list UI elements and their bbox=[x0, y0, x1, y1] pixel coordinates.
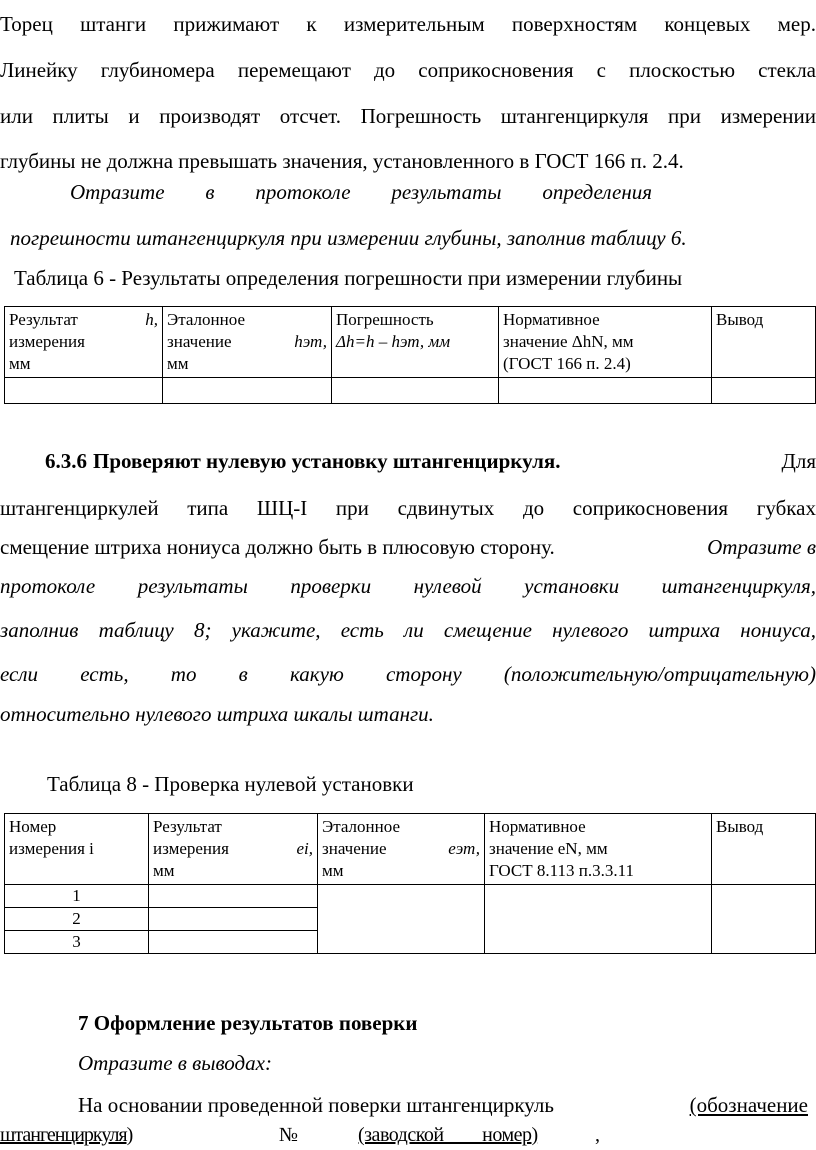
section-636-first-line bbox=[45, 447, 816, 475]
section-636-line-2: штангенциркулей типа ШЦ-I при сдвинутых до соприкосновения губках bbox=[0, 496, 816, 520]
table8-cell[interactable] bbox=[149, 885, 318, 908]
table8-cell[interactable] bbox=[149, 931, 318, 954]
table8-cell[interactable] bbox=[712, 885, 816, 954]
table8-cell[interactable] bbox=[318, 885, 485, 954]
table6-cell[interactable] bbox=[712, 378, 816, 404]
section-636-number: 6.3.6 bbox=[45, 449, 87, 473]
intro-line-3: или плиты и производят отсчет. Погрешность штангенциркуля при измерении bbox=[0, 104, 816, 128]
table8-header-result: Результат измерения ei, мм bbox=[149, 814, 318, 885]
table8-row-number: 3 bbox=[5, 931, 149, 954]
table8-header-norm: Нормативное значение eN, мм ГОСТ 8.113 п.3.3.11 bbox=[485, 814, 712, 885]
intro-line-4: глубины не должна превышать значения, установленного в ГОСТ 166 п. 2.4. bbox=[0, 149, 684, 173]
instruction-line-2: погрешности штангенциркуля при измерении глубины, заполнив таблицу 6. bbox=[10, 226, 687, 250]
serial-number-field[interactable]: (заводской номер) bbox=[358, 1124, 538, 1146]
section-7-instruction: Отразите в выводах: bbox=[78, 1051, 272, 1075]
section-7-heading: 7 Оформление результатов поверки bbox=[78, 1011, 418, 1035]
table6-header-norm: Нормативное значение ΔhN, мм (ГОСТ 166 п. 2.4) bbox=[499, 307, 712, 378]
table8-caption: Таблица 8 - Проверка нулевой установки bbox=[47, 772, 414, 796]
table8-cell[interactable] bbox=[485, 885, 712, 954]
table8-row-number: 1 bbox=[5, 885, 149, 908]
intro-line-2: Линейку глубиномера перемещают до соприкосновения с плоскостью стекла bbox=[0, 58, 816, 82]
intro-line-1: Торец штанги прижимают к измерительным поверхностям концевых мер. bbox=[0, 12, 816, 36]
table6-header-reference: Эталонное значение hэт, мм bbox=[163, 307, 332, 378]
section-636-italic-line-1: протоколе результаты проверки нулевой установки штангенциркуля, bbox=[0, 574, 816, 598]
table8 bbox=[4, 813, 816, 954]
section-636-italic-line-4: относительно нулевого штриха шкалы штанги. bbox=[0, 702, 434, 726]
designation-field-end[interactable]: штангенциркуля) bbox=[0, 1124, 133, 1146]
section-7-line-2: штангенциркуля) № (заводской номер) , bbox=[0, 1121, 600, 1149]
table6-cell[interactable] bbox=[163, 378, 332, 404]
table6-cell[interactable] bbox=[332, 378, 499, 404]
section-636-line-3: смещение штриха нониуса должно быть в плюсовую сторону. Отразите в bbox=[0, 535, 816, 559]
table6-header-result: Результат h, измерения мм bbox=[5, 307, 163, 378]
section-636-italic-line-2: заполнив таблицу 8; укажите, есть ли смещение нулевого штриха нониуса, bbox=[0, 618, 816, 642]
table8-row-number: 2 bbox=[5, 908, 149, 931]
table6-caption: Таблица 6 - Результаты определения погрешности при измерении глубины bbox=[14, 266, 683, 290]
table6 bbox=[4, 306, 816, 404]
designation-field[interactable]: (обозначение bbox=[689, 1093, 808, 1117]
section-636-line-start: Для bbox=[781, 449, 816, 473]
instruction-line-1: Отразите в протоколе результаты определения bbox=[70, 180, 652, 204]
table8-header-reference: Эталонное значение eэт, мм bbox=[318, 814, 485, 885]
table6-header-error: Погрешность Δh=h – hэт, мм bbox=[332, 307, 499, 378]
section-636-italic-line-3: если есть, то в какую сторону (положительную/отрицательную) bbox=[0, 662, 816, 686]
section-636-heading: Проверяют нулевую установку штангенциркуля. bbox=[93, 449, 561, 473]
table6-cell[interactable] bbox=[5, 378, 163, 404]
section-7-line-1: На основании проведенной поверки штангенциркуль (обозначение bbox=[78, 1093, 808, 1117]
table6-cell[interactable] bbox=[499, 378, 712, 404]
table8-header-number: Номер измерения i bbox=[5, 814, 149, 885]
table8-cell[interactable] bbox=[149, 908, 318, 931]
table8-header-conclusion: Вывод bbox=[712, 814, 816, 885]
table6-header-conclusion: Вывод bbox=[712, 307, 816, 378]
